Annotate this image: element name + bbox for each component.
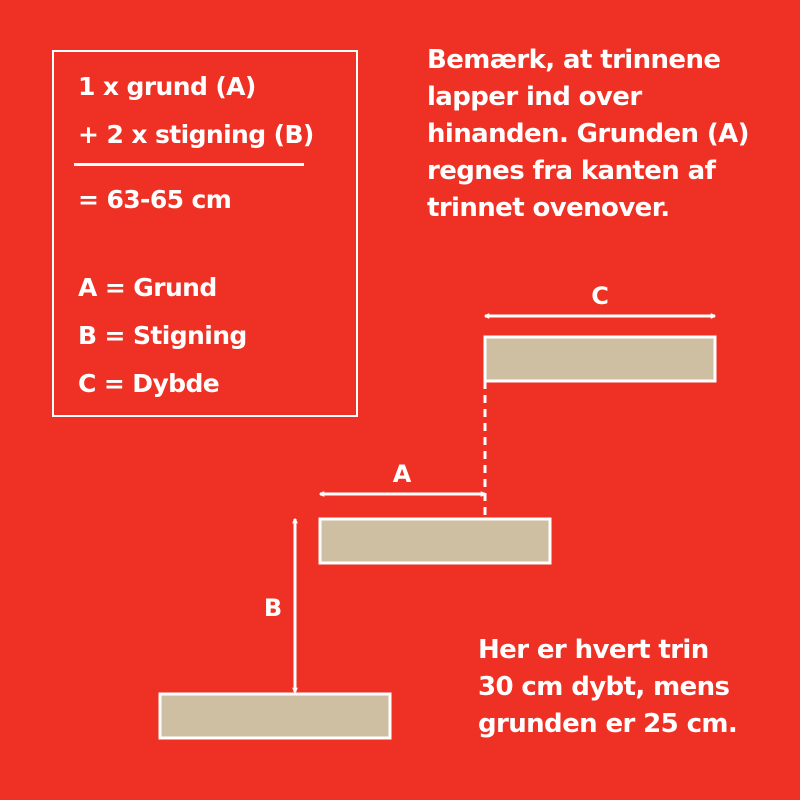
legend-a: A = Grund — [78, 273, 217, 302]
legend-c: C = Dybde — [78, 369, 220, 398]
legend-b: B = Stigning — [78, 321, 247, 350]
formula-divider — [74, 163, 304, 166]
overlap-note-line: hinanden. Grunden (A) — [427, 119, 749, 149]
middle-step — [320, 519, 550, 563]
example-note-line: grunden er 25 cm. — [478, 709, 738, 739]
rise-b-label: B — [263, 594, 283, 622]
top-step — [485, 337, 715, 381]
tread-a-label: A — [392, 460, 412, 488]
formula-line-2: + 2 x stigning (B) — [78, 120, 314, 149]
overlap-note-line: trinnet ovenover. — [427, 193, 670, 223]
example-note-line: Her er hvert trin — [478, 635, 709, 665]
example-note-line: 30 cm dybt, mens — [478, 672, 730, 702]
formula-box — [52, 50, 358, 417]
overlap-note-line: lapper ind over — [427, 82, 642, 112]
overlap-note-line: regnes fra kanten af — [427, 156, 716, 186]
overlap-note-line: Bemærk, at trinnene — [427, 45, 721, 75]
bottom-step — [160, 694, 390, 738]
formula-result: = 63-65 cm — [78, 185, 232, 214]
depth-c-label: C — [591, 282, 609, 310]
formula-line-1: 1 x grund (A) — [78, 72, 256, 101]
example-note — [478, 632, 737, 743]
overlap-note — [427, 42, 749, 227]
